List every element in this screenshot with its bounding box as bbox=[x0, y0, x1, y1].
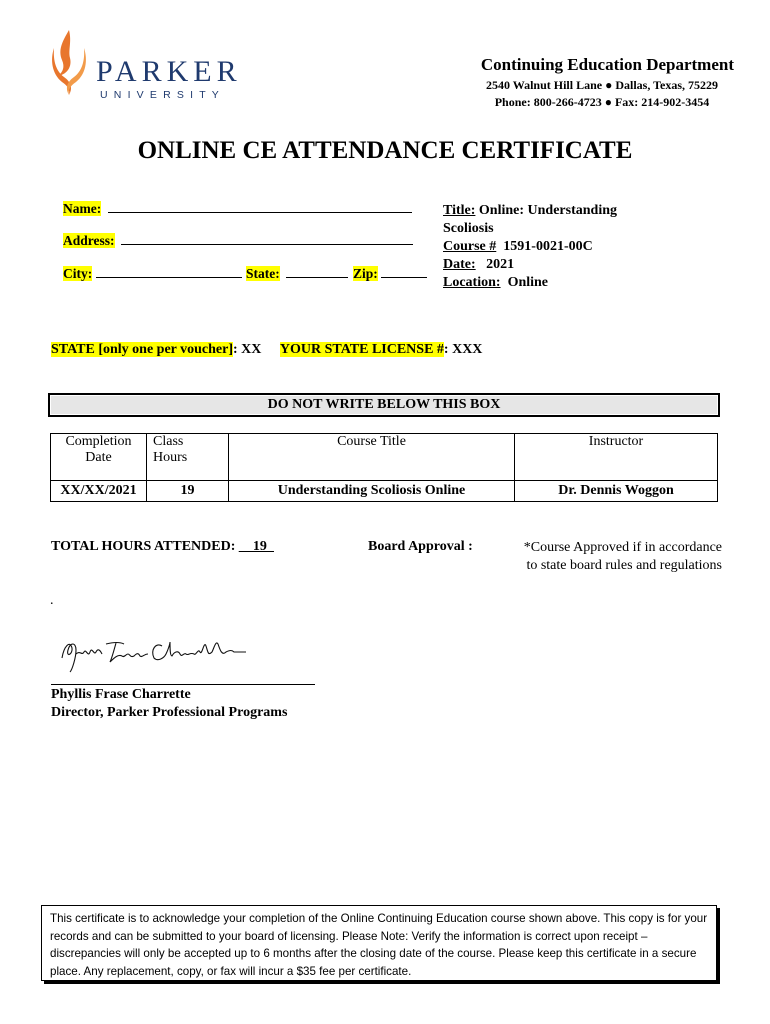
table-row bbox=[51, 481, 718, 502]
do-not-write-banner: DO NOT WRITE BELOW THIS BOX bbox=[48, 393, 720, 417]
signer-block bbox=[51, 686, 287, 722]
address-label: Address: bbox=[63, 233, 115, 248]
header-course-title bbox=[229, 434, 515, 481]
department-name: Continuing Education Department bbox=[480, 55, 734, 74]
header-hours-line2: Hours bbox=[153, 450, 188, 465]
header-instructor bbox=[515, 434, 718, 481]
approval-note-line1: *Course Approved if in accordance bbox=[523, 540, 722, 555]
course-title-label: Title: bbox=[443, 203, 476, 218]
signature-line bbox=[51, 684, 315, 685]
cell-course-title: Understanding Scoliosis Online bbox=[229, 481, 515, 502]
header-instructor-text: Instructor bbox=[588, 434, 644, 449]
header-hours-line1: Class bbox=[153, 434, 184, 449]
approval-note-line2: to state board rules and regulations bbox=[526, 558, 722, 573]
license-label: YOUR STATE LICENSE # bbox=[279, 342, 444, 357]
header-course-title-text: Course Title bbox=[337, 434, 406, 449]
header-completion-date bbox=[51, 434, 147, 481]
state-label: State: bbox=[246, 266, 280, 281]
zip-line bbox=[381, 265, 427, 278]
city-line bbox=[96, 265, 242, 278]
cell-completion-date: XX/XX/2021 bbox=[51, 481, 147, 502]
department-address: 2540 Walnut Hill Lane ● Dallas, Texas, 75229 bbox=[485, 78, 719, 92]
total-hours bbox=[51, 539, 274, 555]
handwritten-signature bbox=[58, 628, 248, 674]
logo-wordmark: PARKER bbox=[96, 55, 242, 88]
total-hours-value: __19_ bbox=[238, 539, 274, 554]
course-date-value: 2021 bbox=[475, 257, 515, 272]
state-voucher-label: STATE [only one per voucher] bbox=[51, 342, 234, 357]
parker-flame-logo-icon bbox=[48, 28, 90, 96]
address-line bbox=[121, 232, 413, 245]
signer-name: Phyllis Frase Charrette bbox=[51, 687, 191, 702]
table-header-row bbox=[51, 434, 718, 481]
city-field[interactable] bbox=[63, 265, 242, 282]
course-number-label: Course # bbox=[443, 239, 497, 254]
course-location-value: Online bbox=[500, 275, 549, 290]
cell-instructor: Dr. Dennis Woggon bbox=[515, 481, 718, 502]
signer-role: Director, Parker Professional Programs bbox=[51, 705, 288, 720]
license-value: : XXX bbox=[443, 342, 483, 357]
stray-period: . bbox=[50, 593, 54, 608]
address-field[interactable] bbox=[63, 232, 413, 249]
certificate-notice: This certificate is to acknowledge your completion of the Online Continuing Education course shown above. This copy is for your records and can be submitted to your board of licensing. Please Note: Verify the information is correct upon receipt – discrepancies will only be accepted up to 6 months after the closing date of the course. Please keep this certificate in a secure place. Any replacement, copy, or fax will incur a $35 fee per certificate. bbox=[41, 905, 717, 981]
name-label: Name: bbox=[63, 201, 102, 216]
course-title-value: Online: Understanding bbox=[475, 203, 617, 218]
certificate-title: ONLINE CE ATTENDANCE CERTIFICATE bbox=[137, 137, 633, 164]
department-contact: Phone: 800-266-4723 ● Fax: 214-902-3454 bbox=[494, 95, 710, 109]
header-completion-line1: Completion bbox=[65, 434, 132, 449]
course-table bbox=[50, 433, 718, 502]
course-title-value-cont: Scoliosis bbox=[443, 221, 494, 236]
total-hours-label: TOTAL HOURS ATTENDED: bbox=[51, 539, 239, 554]
course-location-label: Location: bbox=[443, 275, 501, 290]
state-voucher-value: : XX bbox=[233, 342, 262, 357]
header-completion-line2: Date bbox=[85, 450, 112, 465]
state-license-row bbox=[51, 342, 482, 358]
name-field[interactable] bbox=[63, 200, 412, 217]
state-field[interactable] bbox=[246, 265, 348, 282]
course-date-label: Date: bbox=[443, 257, 476, 272]
course-number-value: 1591-0021-00C bbox=[496, 239, 593, 254]
course-info bbox=[443, 202, 617, 292]
zip-field[interactable] bbox=[353, 265, 427, 282]
board-approval-label: Board Approval : bbox=[368, 539, 473, 554]
board-approval-note bbox=[500, 539, 722, 575]
city-label: City: bbox=[63, 266, 93, 281]
zip-label: Zip: bbox=[353, 266, 378, 281]
state-line bbox=[286, 265, 348, 278]
logo-subtitle: UNIVERSITY bbox=[100, 89, 226, 101]
department-address-block bbox=[470, 77, 734, 111]
cell-class-hours: 19 bbox=[147, 481, 229, 502]
name-line bbox=[108, 200, 412, 213]
header-class-hours bbox=[147, 434, 229, 481]
